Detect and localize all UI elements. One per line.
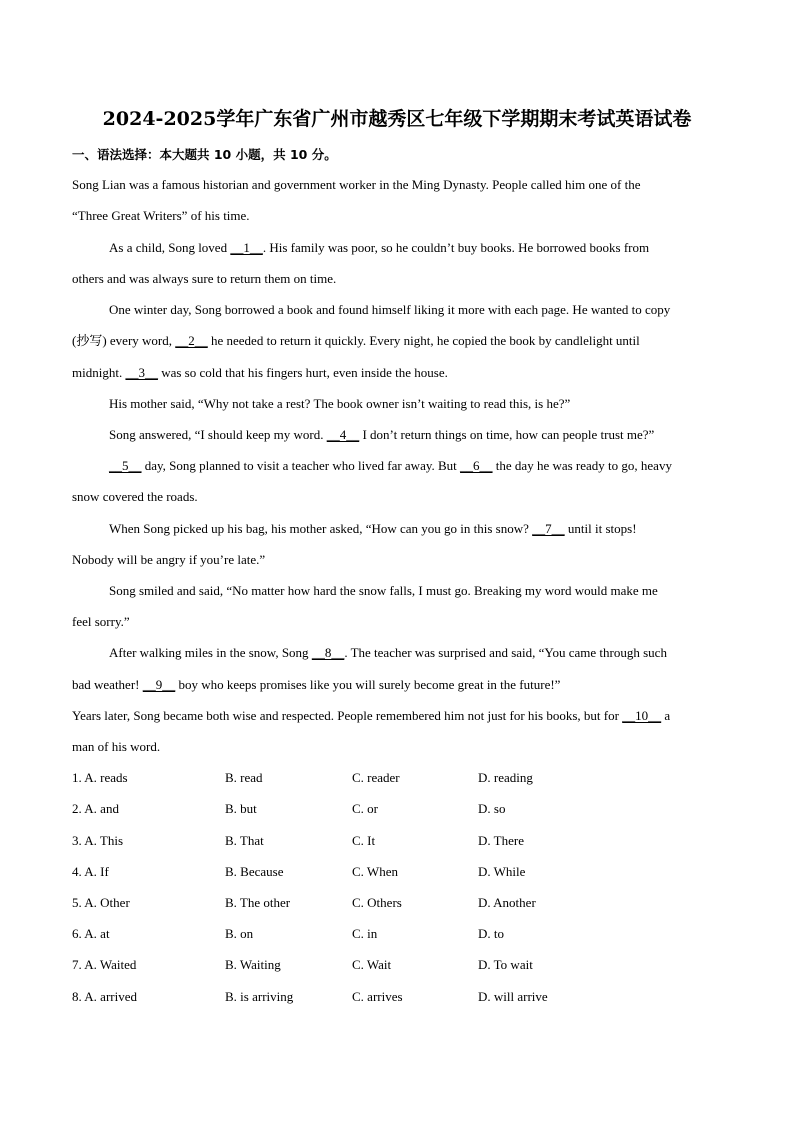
passage-line: others and was always sure to return them on time. bbox=[72, 271, 337, 286]
blank-2: __2__ bbox=[175, 333, 208, 348]
blank-5: __5__ bbox=[109, 458, 142, 473]
option-d: D. reading bbox=[478, 770, 533, 785]
option-b: B. but bbox=[225, 801, 257, 816]
blank-1: __1__ bbox=[230, 240, 263, 255]
blank-4: __4__ bbox=[326, 427, 360, 442]
passage-line: man of his word. bbox=[72, 739, 161, 754]
passage-line: feel sorry.” bbox=[72, 614, 130, 629]
option-a: 4. A. If bbox=[72, 864, 109, 879]
option-d: D. so bbox=[478, 801, 506, 816]
passage-line: As a child, Song loved __1__. His family was poor, so he couldn’t buy books. He borrowed books from bbox=[109, 240, 650, 255]
option-c: C. arrives bbox=[352, 989, 403, 1004]
passage-line: One winter day, Song borrowed a book and found himself liking it more with each page. He wanted to copy bbox=[109, 302, 671, 317]
passage-line: Years later, Song became both wise and respected. People remembered him not just for his books, but for __10__ a bbox=[72, 708, 671, 723]
passage-line: __5__ day, Song planned to visit a teacher who lived far away. But __6__ the day he was ready to go, heavy bbox=[109, 458, 672, 473]
option-c: C. in bbox=[352, 926, 378, 941]
option-b: B. That bbox=[225, 833, 264, 848]
passage-line: Song Lian was a famous historian and government worker in the Ming Dynasty. People called him one of the bbox=[72, 177, 641, 192]
passage-line: bad weather! __9__ boy who keeps promises like you will surely become great in the future!” bbox=[72, 677, 561, 692]
option-d: D. will arrive bbox=[478, 989, 548, 1004]
passage-line: midnight. __3__ was so cold that his fingers hurt, even inside the house. bbox=[72, 365, 448, 380]
blank-6: __6__ bbox=[460, 458, 493, 473]
passage-line: His mother said, “Why not take a rest? The book owner isn’t waiting to read this, is he?” bbox=[109, 396, 571, 411]
option-b: B. read bbox=[225, 770, 263, 785]
option-c: C. When bbox=[352, 864, 398, 879]
blank-10: __10__ bbox=[622, 708, 662, 723]
option-c: C. reader bbox=[352, 770, 400, 785]
page-title: 2024-2025学年广东省广州市越秀区七年级下学期期末考试英语试卷 bbox=[102, 108, 692, 130]
passage-line: When Song picked up his bag, his mother asked, “How can you go in this snow? __7__ until it stops! bbox=[109, 521, 637, 536]
option-a: 7. A. Waited bbox=[72, 957, 137, 972]
blank-7: __7__ bbox=[532, 521, 565, 536]
option-a: 8. A. arrived bbox=[72, 989, 137, 1004]
option-a: 5. A. Other bbox=[72, 895, 130, 910]
blank-8: __8__ bbox=[311, 645, 345, 660]
passage-line: Nobody will be angry if you’re late.” bbox=[72, 552, 266, 567]
option-b: B. The other bbox=[225, 895, 291, 910]
option-a: 2. A. and bbox=[72, 801, 119, 816]
option-d: D. Another bbox=[478, 895, 536, 910]
option-a: 6. A. at bbox=[72, 926, 110, 941]
option-c: C. It bbox=[352, 833, 376, 848]
option-d: D. To wait bbox=[478, 957, 533, 972]
blank-3: __3__ bbox=[125, 365, 158, 380]
option-c: C. or bbox=[352, 801, 378, 816]
option-b: B. Waiting bbox=[225, 957, 281, 972]
passage-line: After walking miles in the snow, Song __8__. The teacher was surprised and said, “You came through such bbox=[109, 645, 667, 660]
section-heading: 一、语法选择：本大题共 10 小题，共 10 分。 bbox=[72, 147, 337, 162]
blank-9: __9__ bbox=[142, 677, 176, 692]
option-d: D. There bbox=[478, 833, 524, 848]
option-c: C. Others bbox=[352, 895, 402, 910]
passage-line: (抄写) every word, __2__ he needed to return it quickly. Every night, he copied the book by candlelight until bbox=[72, 333, 640, 348]
option-d: D. to bbox=[478, 926, 504, 941]
option-a: 3. A. This bbox=[72, 833, 124, 848]
option-b: B. is arriving bbox=[225, 989, 294, 1004]
passage-line: Song smiled and said, “No matter how hard the snow falls, I must go. Breaking my word would make me bbox=[109, 583, 658, 598]
passage-line: “Three Great Writers” of his time. bbox=[72, 208, 250, 223]
option-b: B. Because bbox=[225, 864, 284, 879]
passage-line: Song answered, “I should keep my word. __4__ I don’t return things on time, how can people trust me?” bbox=[109, 427, 655, 442]
option-b: B. on bbox=[225, 926, 254, 941]
option-c: C. Wait bbox=[352, 957, 392, 972]
option-d: D. While bbox=[478, 864, 526, 879]
passage-line: snow covered the roads. bbox=[72, 489, 198, 504]
option-a: 1. A. reads bbox=[72, 770, 128, 785]
